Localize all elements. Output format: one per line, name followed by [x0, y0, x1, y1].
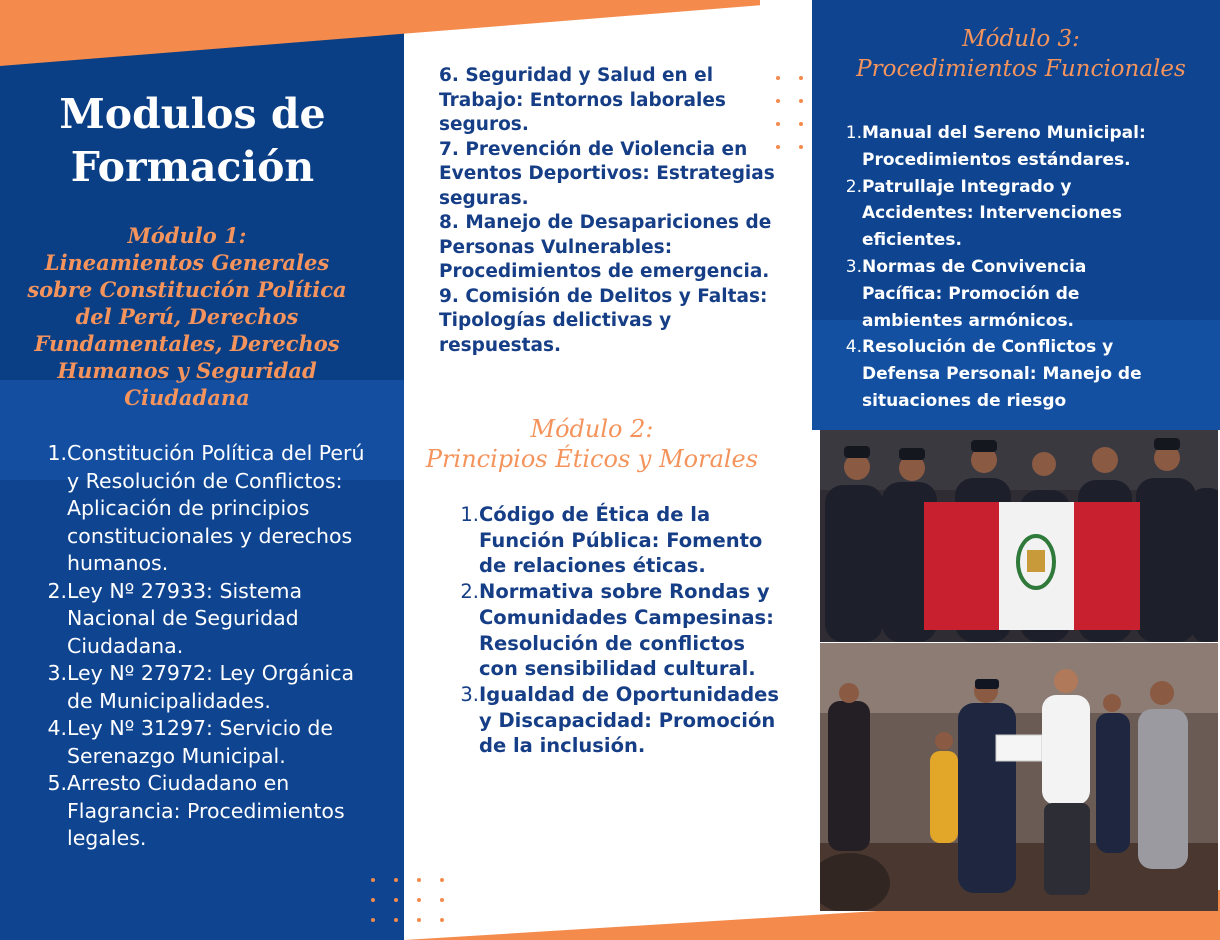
module-1-heading-line: Humanos y Seguridad [57, 358, 317, 383]
module-2-heading [418, 414, 766, 474]
module-1-list [40, 440, 370, 853]
list-item [40, 715, 370, 770]
list-item [840, 120, 1170, 174]
list-item: 7. Prevención de Violencia en Eventos Deportivos: Estrategias seguras. [439, 138, 775, 209]
module-1-heading [14, 222, 360, 411]
item-number: 4. [47, 716, 67, 740]
item-number: 1. [47, 441, 67, 465]
item-text: Arresto Ciudadano en Flagrancia: Procedimientos legales. [67, 771, 345, 850]
module-3-heading-line-2: Procedimientos Funcionales [856, 56, 1186, 82]
item-number: 4. [845, 337, 862, 358]
certificate-ceremony-photo [820, 643, 1218, 911]
module-1-heading-line: Módulo 1: [127, 223, 247, 248]
title-line-2: Formación [70, 143, 315, 191]
item-text: Manual del Sereno Municipal: Procedimientos estándares. [862, 123, 1146, 170]
item-text: Ley Nº 27933: Sistema Nacional de Seguridad Ciudadana. [67, 578, 303, 658]
item-number: 3. [460, 682, 479, 706]
list-item [840, 254, 1170, 334]
module-2-list [454, 502, 789, 759]
list-item [40, 440, 370, 578]
module-1-continued-list [439, 64, 799, 358]
list-item [840, 334, 1170, 414]
module-1-heading-line: Ciudadana [124, 385, 250, 410]
title-line-1: Modulos de [59, 90, 326, 138]
list-item [454, 682, 789, 759]
list-item [454, 502, 789, 579]
list-item: 8. Manejo de Desapariciones de Personas Vulnerables: Procedimientos de emergencia. [439, 212, 772, 282]
page-title [20, 88, 365, 194]
module-2-heading-line-2: Principios Éticos y Morales [425, 445, 759, 473]
list-item [40, 660, 370, 715]
item-text: Patrullaje Integrado y Accidentes: Intervenciones eficientes. [862, 176, 1122, 251]
module-1-heading-line: Fundamentales, Derechos [34, 331, 340, 356]
list-item: 6. Seguridad y Salud en el Trabajo: Entornos laborales seguros. [439, 65, 726, 135]
item-number: 5. [47, 771, 67, 795]
item-number: 2. [47, 578, 67, 603]
module-1-heading-line: sobre Constitución Política [27, 277, 347, 302]
item-number: 1. [460, 503, 479, 526]
item-text: Normativa sobre Rondas y Comunidades Campesinas: Resolución de conflictos con sensibilidad cultural. [479, 580, 774, 681]
module-3-list [840, 120, 1170, 415]
item-number: 2. [460, 580, 479, 604]
module-3-heading [836, 24, 1206, 84]
list-item [40, 578, 370, 661]
list-item [40, 770, 370, 853]
module-1-heading-line: del Perú, Derechos [75, 304, 299, 329]
module-3-heading-line-1: Módulo 3: [962, 26, 1080, 52]
module-2-heading-line-1: Módulo 2: [530, 415, 654, 443]
item-text: Constitución Política del Perú y Resolución de Conflictos: Aplicación de principios constitucionales y derechos humanos. [67, 441, 365, 575]
list-item [840, 174, 1170, 254]
item-text: Ley Nº 27972: Ley Orgánica de Municipalidades. [67, 661, 355, 713]
module-1-heading-line: Lineamientos Generales [44, 250, 330, 275]
item-text: Resolución de Conflictos y Defensa Personal: Manejo de situaciones de riesgo [862, 337, 1142, 411]
item-number: 3. [845, 256, 862, 277]
item-number: 2. [845, 176, 862, 197]
item-text: Código de Ética de la Función Pública: Fomento de relaciones éticas. [479, 503, 763, 578]
item-text: Ley Nº 31297: Servicio de Serenazgo Municipal. [67, 716, 333, 768]
list-item: 9. Comisión de Delitos y Faltas: Tipologías delictivas y respuestas. [439, 285, 768, 356]
group-with-flag-photo [820, 430, 1218, 642]
item-number: 3. [47, 661, 67, 685]
list-item [454, 579, 789, 682]
item-text: Igualdad de Oportunidades y Discapacidad: Promoción de la inclusión. [479, 682, 780, 758]
item-number: 1. [845, 123, 862, 143]
item-text: Normas de Convivencia Pacífica: Promoción de ambientes armónicos. [862, 256, 1087, 331]
